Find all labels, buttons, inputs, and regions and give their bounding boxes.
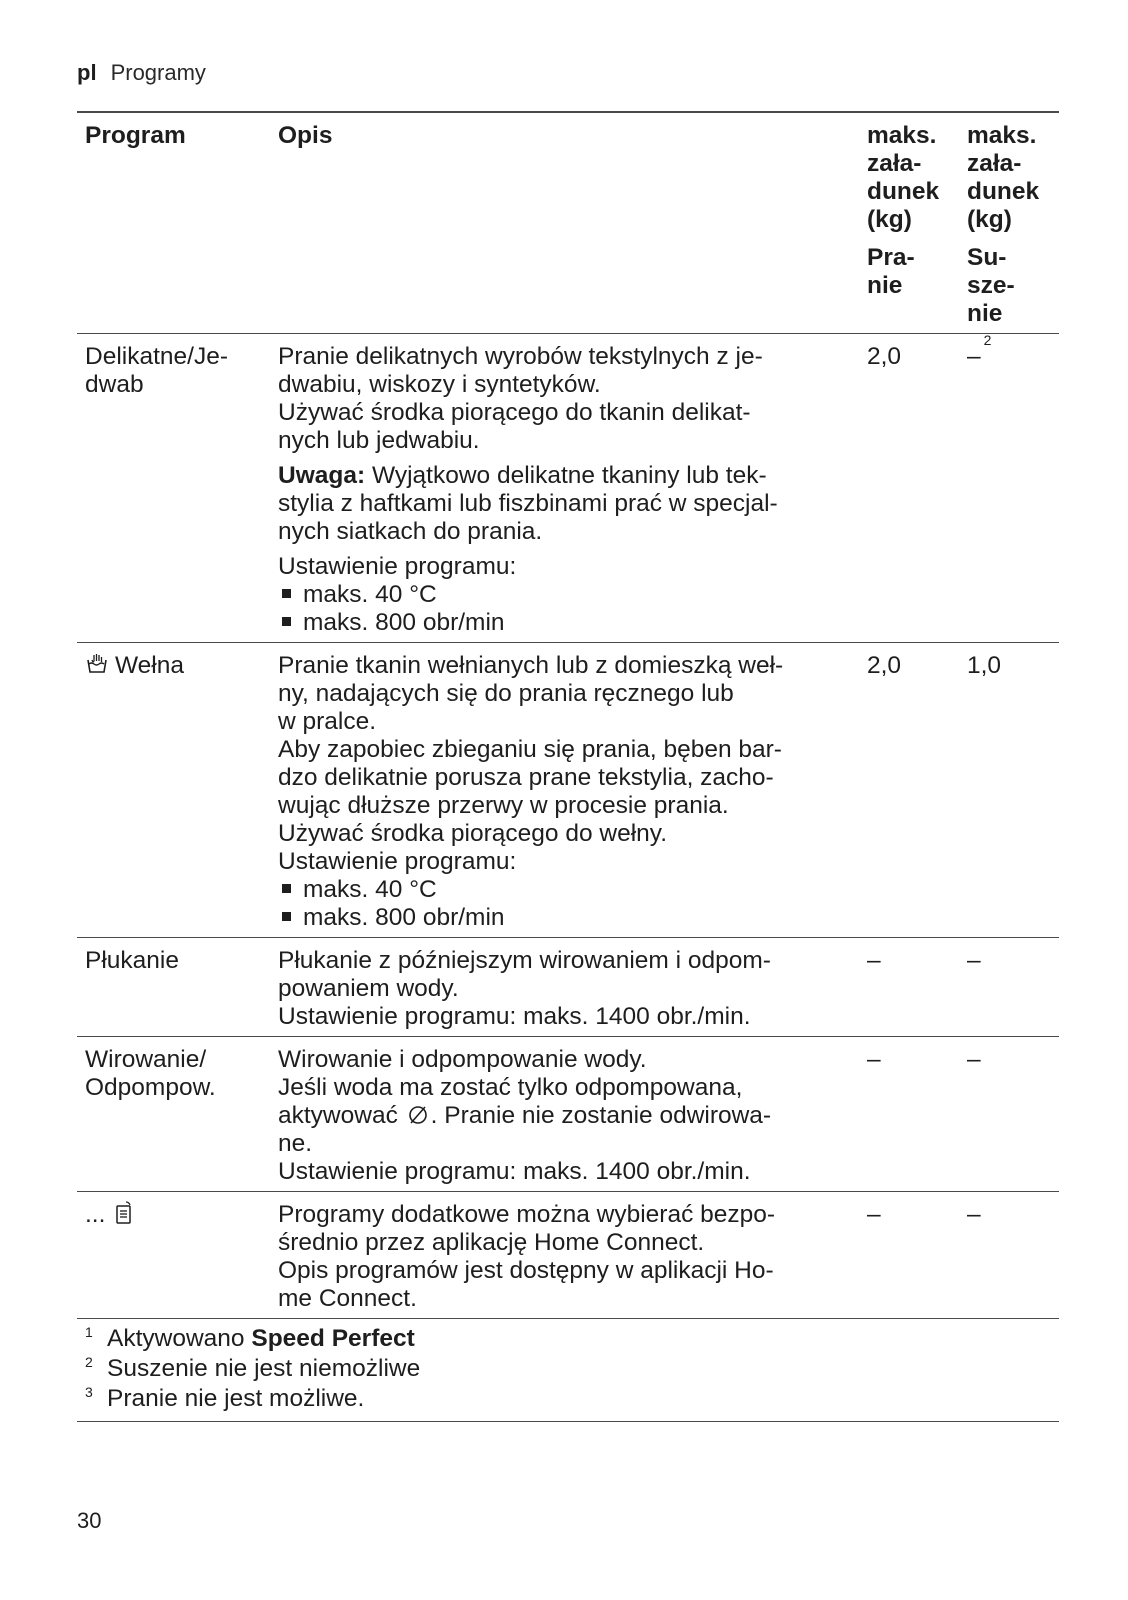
desc-paragraph: Ustawienie programu: maks. 1400 obr./min. [278, 1158, 751, 1185]
col-header-description: Opis [278, 122, 333, 149]
page-number: 30 [77, 1508, 102, 1533]
wash-load: – [867, 1201, 881, 1228]
section-title: Programy [110, 60, 206, 85]
language-code: pl [77, 60, 97, 85]
footnote-number: 2 [85, 1354, 93, 1370]
footnote-text [107, 1325, 415, 1353]
footnote-text-plain: Aktywowano [107, 1325, 252, 1352]
footnote-text-bold: Speed Perfect [251, 1325, 415, 1352]
bullet-square-icon [282, 589, 291, 598]
program-label: Wełna [115, 652, 185, 679]
program-settings [278, 553, 851, 637]
list-item [278, 609, 851, 637]
table-row [77, 333, 1059, 642]
table-row [77, 1191, 1059, 1318]
wash-load: – [867, 1046, 881, 1073]
footnote-ref: 2 [983, 331, 992, 348]
hand-wash-icon [85, 652, 109, 676]
table-header-row [77, 111, 1059, 333]
page-header [77, 60, 206, 86]
footnote-number: 3 [85, 1384, 93, 1400]
dry-load [957, 331, 1059, 642]
col-header-dry-title: maks. zała- dunek (kg) [967, 122, 1040, 233]
desc-paragraph: Programy dodatkowe można wybierać bezpo- średnio przez aplikację Home Connect. [278, 1201, 776, 1256]
footnote-text: Pranie nie jest możliwe. [107, 1385, 365, 1412]
desc-note [278, 462, 851, 546]
footnote-number: 1 [85, 1324, 93, 1340]
program-description [275, 643, 859, 937]
program-table [77, 111, 1059, 1422]
note-label: Uwaga: [278, 462, 366, 489]
wash-load: 2,0 [867, 343, 902, 370]
dry-load: – [967, 1046, 981, 1073]
col-header-wash-sub: Pra- nie [867, 244, 915, 299]
program-description [275, 938, 859, 1036]
table-row [77, 937, 1059, 1036]
no-spin-icon [407, 1104, 429, 1126]
desc-paragraph: Płukanie z późniejszym wirowaniem i odpom- powaniem wody. [278, 947, 771, 1002]
settings-label: Ustawienie programu: [278, 553, 517, 580]
program-description [275, 1037, 859, 1191]
footnote [85, 1355, 1059, 1385]
program-name: Wirowanie/ Odpompow. [85, 1046, 216, 1101]
bullet-text: maks. 40 °C [303, 581, 437, 608]
dry-load: 1,0 [967, 652, 1002, 679]
desc-text: Wirowanie i odpompowanie wody. Jeśli woda ma zostać tylko odpompowana, aktywować [278, 1046, 743, 1129]
dry-load: – [967, 1201, 981, 1228]
table-row [77, 642, 1059, 937]
program-name: Delikatne/Je- dwab [85, 343, 228, 398]
desc-paragraph: Używać środka piorącego do tkanin delikat- nych lub jedwabiu. [278, 399, 751, 454]
desc-paragraph [278, 1046, 851, 1158]
list-item [278, 581, 851, 609]
program-settings [278, 848, 851, 932]
desc-paragraph: Używać środka piorącego do wełny. [278, 820, 668, 847]
desc-paragraph: Ustawienie programu: maks. 1400 obr./min. [278, 1003, 751, 1030]
col-header-dry-sub: Su- sze- nie [967, 244, 1015, 327]
col-header-program: Program [85, 122, 186, 149]
wash-load: – [867, 947, 881, 974]
footnotes [77, 1318, 1059, 1422]
bullet-text: maks. 800 obr/min [303, 609, 505, 636]
col-header-dry [957, 113, 1059, 333]
table-row [77, 1036, 1059, 1191]
col-header-wash-title: maks. zała- dunek (kg) [867, 122, 940, 233]
home-connect-icon [114, 1201, 134, 1225]
bullet-square-icon [282, 884, 291, 893]
list-item [278, 876, 851, 904]
program-name [77, 1192, 275, 1318]
desc-text: . Pranie nie zostanie odwirowa- ne. [278, 1102, 772, 1157]
footnote [85, 1385, 1059, 1415]
wash-load: 2,0 [867, 652, 902, 679]
bullet-text: maks. 40 °C [303, 876, 437, 903]
bullet-square-icon [282, 912, 291, 921]
settings-label: Ustawienie programu: [278, 848, 517, 875]
program-label: ... [85, 1201, 106, 1228]
bullet-text: maks. 800 obr/min [303, 904, 505, 931]
program-name: Płukanie [85, 947, 179, 974]
program-name [77, 643, 275, 937]
program-description [275, 334, 859, 642]
col-header-wash [859, 113, 957, 333]
desc-paragraph: Pranie tkanin wełnianych lub z domieszką weł- ny, nadających się do prania ręcznego lub w pralce. [278, 652, 784, 735]
desc-paragraph: Aby zapobiec zbieganiu się prania, bęben bar- dzo delikatnie porusza prane tekstylia, zacho- wując dłuższe przerwy w procesie prania. [278, 736, 782, 819]
dry-load: – [967, 947, 981, 974]
footnote-text: Suszenie nie jest niemożliwe [107, 1355, 421, 1382]
program-description [275, 1192, 859, 1318]
desc-paragraph: Pranie delikatnych wyrobów tekstylnych z je- dwabiu, wiskozy i syntetyków. [278, 343, 763, 398]
dry-load-value: – [967, 343, 981, 370]
desc-paragraph: Opis programów jest dostępny w aplikacji Ho- me Connect. [278, 1257, 774, 1312]
list-item [278, 904, 851, 932]
note-text: Wyjątkowo delikatne tkaniny lub tek- stylia z haftkami lub fiszbinami prać w specjal- nych siatkach do prania. [278, 462, 778, 545]
footnote [85, 1325, 1059, 1355]
bullet-square-icon [282, 617, 291, 626]
